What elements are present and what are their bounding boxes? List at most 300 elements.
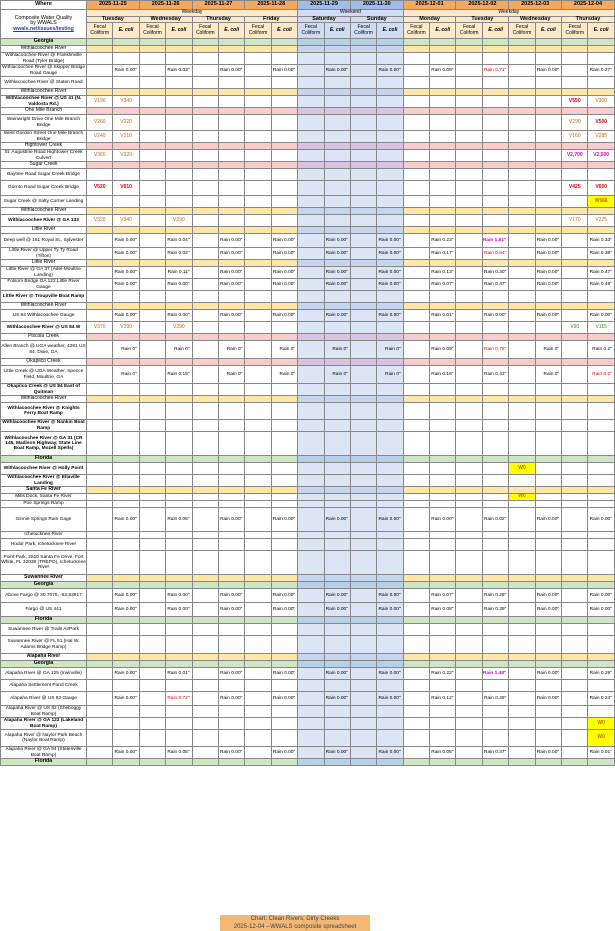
empty-cell: [139, 291, 165, 303]
empty-cell: [350, 169, 376, 181]
empty-cell: [271, 131, 297, 143]
empty-cell: [509, 668, 535, 680]
day-header: Tuesday: [456, 16, 509, 23]
empty-cell: [271, 322, 297, 334]
day-header: Sunday: [350, 16, 403, 23]
empty-cell: [166, 384, 192, 396]
section-fill-cell: [377, 582, 403, 589]
rain-value: Rain 0.12": [430, 692, 456, 706]
empty-cell: [403, 115, 429, 131]
empty-cell: [166, 463, 192, 475]
empty-cell: [588, 463, 614, 475]
section-fill-cell: [324, 227, 350, 234]
empty-cell: [298, 53, 324, 65]
rain-value: Rain 0.39": [482, 603, 508, 617]
empty-cell: [482, 539, 508, 551]
empty-cell: [509, 692, 535, 706]
section-fill-cell: [403, 39, 429, 46]
rain-value: Rain 0.00": [271, 692, 297, 706]
day-header: Tuesday: [87, 16, 140, 23]
ecoli-label: E. coli: [329, 26, 345, 33]
rain-value: Rain 0.00": [218, 310, 244, 322]
rain-value: Rain 0.00": [218, 234, 244, 248]
rain-value: Rain 1.48": [482, 668, 508, 680]
empty-cell: [377, 115, 403, 131]
empty-cell: [562, 747, 588, 759]
empty-cell: [192, 279, 218, 291]
rain-value: Rain 0.84": [482, 248, 508, 260]
ecoli-header: [113, 23, 139, 39]
site-row: [1, 279, 615, 291]
empty-cell: [403, 747, 429, 759]
empty-cell: [192, 475, 218, 487]
river-name: Little River: [1, 227, 87, 234]
section-fill-cell: [588, 487, 614, 494]
river-name: Santa Fe River: [1, 487, 87, 494]
empty-cell: [271, 680, 297, 692]
state-section-row: [1, 582, 615, 589]
empty-cell: [456, 77, 482, 89]
section-fill-cell: [535, 359, 561, 366]
empty-cell: [139, 150, 165, 162]
empty-cell: [562, 420, 588, 432]
section-fill-cell: [456, 582, 482, 589]
empty-cell: [166, 494, 192, 501]
empty-cell: [509, 475, 535, 487]
empty-cell: [535, 169, 561, 181]
empty-cell: [166, 680, 192, 692]
section-fill-cell: [245, 89, 271, 96]
section-fill-cell: [113, 303, 139, 310]
rain-value: Rain 0.00": [535, 692, 561, 706]
empty-cell: [377, 403, 403, 420]
empty-cell: [271, 181, 297, 196]
section-fill-cell: [350, 575, 376, 582]
section-fill-cell: [192, 456, 218, 463]
empty-cell: [245, 668, 271, 680]
section-fill-cell: [139, 661, 165, 668]
river-name: Suwannee River: [1, 575, 87, 582]
empty-cell: [139, 77, 165, 89]
section-fill-cell: [350, 396, 376, 403]
empty-cell: [87, 279, 113, 291]
rain-value: Rain 0.00": [218, 589, 244, 603]
section-fill-cell: [192, 759, 218, 766]
empty-cell: [324, 322, 350, 334]
empty-cell: [218, 403, 244, 420]
section-fill-cell: [192, 617, 218, 624]
rain-value: Rain 0.00": [113, 248, 139, 260]
section-fill-cell: [562, 208, 588, 215]
empty-cell: [324, 463, 350, 475]
empty-cell: [139, 680, 165, 692]
empty-cell: [482, 215, 508, 227]
testing-link[interactable]: wwals.net/issues/testing: [13, 25, 74, 32]
empty-cell: [166, 53, 192, 65]
empty-cell: [403, 706, 429, 718]
section-fill-cell: [456, 759, 482, 766]
empty-cell: [113, 403, 139, 420]
section-fill-cell: [350, 654, 376, 661]
bacteria-value: V425: [562, 181, 588, 196]
section-fill-cell: [324, 359, 350, 366]
rain-value: Rain 0.00": [430, 508, 456, 532]
section-fill-cell: [588, 303, 614, 310]
empty-cell: [588, 501, 614, 508]
empty-cell: [218, 718, 244, 730]
empty-cell: [271, 463, 297, 475]
rain-value: Rain 0": [324, 341, 350, 359]
empty-cell: [456, 747, 482, 759]
empty-cell: [482, 501, 508, 508]
rain-value: Rain 0.00": [535, 747, 561, 759]
empty-cell: [192, 115, 218, 131]
rain-value: Rain 0.08": [430, 603, 456, 617]
site-name: US 84 Withlacoochee Gauge: [1, 310, 87, 322]
empty-cell: [245, 403, 271, 420]
empty-cell: [403, 169, 429, 181]
section-fill-cell: [245, 617, 271, 624]
section-fill-cell: [403, 208, 429, 215]
river-section-row: [1, 654, 615, 661]
section-fill-cell: [298, 39, 324, 46]
empty-cell: [324, 96, 350, 108]
empty-cell: [350, 692, 376, 706]
empty-cell: [324, 539, 350, 551]
section-fill-cell: [377, 39, 403, 46]
section-fill-cell: [377, 143, 403, 150]
empty-cell: [350, 384, 376, 396]
rain-value: Rain 0.00": [535, 589, 561, 603]
rain-value: Rain 0.03": [166, 65, 192, 77]
empty-cell: [535, 420, 561, 432]
chart-caption: [220, 915, 370, 931]
rain-value: Rain 0.00": [535, 234, 561, 248]
rain-value: Rain 0.00": [324, 668, 350, 680]
rain-value: Rain 0.00": [482, 310, 508, 322]
section-fill-cell: [87, 303, 113, 310]
section-fill-cell: [113, 759, 139, 766]
river-section-row: [1, 260, 615, 267]
site-name: West Gordon Street One Mile Branch Bridge: [1, 131, 87, 143]
empty-cell: [87, 65, 113, 77]
section-fill-cell: [377, 661, 403, 668]
section-fill-cell: [350, 487, 376, 494]
empty-cell: [298, 403, 324, 420]
empty-cell: [245, 747, 271, 759]
empty-cell: [192, 131, 218, 143]
empty-cell: [377, 77, 403, 89]
section-fill-cell: [218, 759, 244, 766]
empty-cell: [139, 131, 165, 143]
empty-cell: [192, 589, 218, 603]
section-fill-cell: [324, 108, 350, 115]
empty-cell: [377, 432, 403, 456]
section-fill-cell: [430, 575, 456, 582]
site-row: [1, 310, 615, 322]
section-fill-cell: [271, 487, 297, 494]
rain-value: Rain 0.09": [430, 341, 456, 359]
empty-cell: [139, 501, 165, 508]
bacteria-value: V190: [87, 96, 113, 108]
bacteria-value: V2,700: [562, 150, 588, 162]
empty-cell: [377, 291, 403, 303]
section-fill-cell: [139, 396, 165, 403]
empty-cell: [482, 532, 508, 539]
empty-cell: [139, 267, 165, 279]
rain-value: Rain 0": [535, 341, 561, 359]
empty-cell: [324, 196, 350, 208]
section-fill-cell: [456, 162, 482, 169]
empty-cell: [430, 53, 456, 65]
section-fill-cell: [535, 759, 561, 766]
rain-value: Rain 0.00": [113, 65, 139, 77]
empty-cell: [403, 322, 429, 334]
section-fill-cell: [192, 303, 218, 310]
empty-cell: [562, 730, 588, 747]
empty-cell: [192, 463, 218, 475]
site-name: Point Park, 2810 Santa Fe Drive, Fort White, FL 32038 (TREPO), Ichetucknee River: [1, 551, 87, 575]
empty-cell: [350, 589, 376, 603]
empty-cell: [245, 603, 271, 617]
section-fill-cell: [535, 334, 561, 341]
empty-cell: [298, 169, 324, 181]
section-fill-cell: [298, 162, 324, 169]
rain-value: Rain 0.29": [588, 668, 614, 680]
empty-cell: [509, 65, 535, 77]
day-header: Thursday: [192, 16, 245, 23]
site-row: [1, 291, 615, 303]
empty-cell: [350, 706, 376, 718]
site-row: [1, 215, 615, 227]
empty-cell: [430, 420, 456, 432]
empty-cell: [350, 53, 376, 65]
section-fill-cell: [350, 89, 376, 96]
rain-value: Rain 0.07": [430, 279, 456, 291]
section-fill-cell: [377, 456, 403, 463]
section-fill-cell: [350, 39, 376, 46]
section-fill-cell: [430, 396, 456, 403]
empty-cell: [509, 420, 535, 432]
site-row: [1, 680, 615, 692]
empty-cell: [430, 718, 456, 730]
section-fill-cell: [245, 46, 271, 53]
section-fill-cell: [218, 617, 244, 624]
empty-cell: [271, 196, 297, 208]
section-fill-cell: [218, 396, 244, 403]
empty-cell: [482, 706, 508, 718]
rain-value: Rain 0.00": [271, 267, 297, 279]
empty-cell: [509, 680, 535, 692]
empty-cell: [271, 636, 297, 654]
river-name: Withlacoochee River: [1, 303, 87, 310]
empty-cell: [139, 432, 165, 456]
empty-cell: [350, 234, 376, 248]
empty-cell: [324, 131, 350, 143]
empty-cell: [535, 501, 561, 508]
rain-value: Rain 0.00": [324, 589, 350, 603]
empty-cell: [482, 169, 508, 181]
empty-cell: [192, 718, 218, 730]
section-fill-cell: [430, 208, 456, 215]
bacteria-value: V2,500: [588, 150, 614, 162]
empty-cell: [562, 539, 588, 551]
creek-name: Sugar Creek: [1, 162, 87, 169]
section-fill-cell: [87, 334, 113, 341]
section-fill-cell: [350, 303, 376, 310]
section-fill-cell: [377, 260, 403, 267]
river-name: Alapaha River: [1, 654, 87, 661]
empty-cell: [87, 196, 113, 208]
site-row: [1, 668, 615, 680]
empty-cell: [218, 169, 244, 181]
empty-cell: [535, 322, 561, 334]
empty-cell: [403, 384, 429, 396]
empty-cell: [535, 196, 561, 208]
bacteria-value: V290: [113, 322, 139, 334]
section-fill-cell: [113, 654, 139, 661]
empty-cell: [218, 532, 244, 539]
empty-cell: [588, 169, 614, 181]
empty-cell: [403, 131, 429, 143]
section-fill-cell: [113, 582, 139, 589]
section-fill-cell: [271, 456, 297, 463]
empty-cell: [456, 475, 482, 487]
site-row: [1, 463, 615, 475]
empty-cell: [377, 169, 403, 181]
section-fill-cell: [456, 89, 482, 96]
section-fill-cell: [588, 359, 614, 366]
section-fill-cell: [377, 359, 403, 366]
empty-cell: [298, 420, 324, 432]
empty-cell: [139, 366, 165, 384]
empty-cell: [324, 432, 350, 456]
empty-cell: [535, 215, 561, 227]
empty-cell: [509, 432, 535, 456]
rain-value: Rain 0.00": [377, 234, 403, 248]
empty-cell: [87, 310, 113, 322]
empty-cell: [298, 494, 324, 501]
site-name: Little Creek @ UGA Weather, Spence Field, Moultrie, GA: [1, 366, 87, 384]
rain-value: Rain 0.00": [113, 508, 139, 532]
section-fill-cell: [87, 582, 113, 589]
ecoli-label: E. coli: [593, 26, 609, 33]
empty-cell: [482, 624, 508, 636]
site-row: [1, 181, 615, 196]
section-fill-cell: [324, 334, 350, 341]
empty-cell: [139, 668, 165, 680]
empty-cell: [588, 77, 614, 89]
rain-value: Rain 0.00": [218, 267, 244, 279]
empty-cell: [245, 730, 271, 747]
ecoli-label: E. coli: [171, 26, 187, 33]
section-fill-cell: [192, 108, 218, 115]
section-fill-cell: [588, 39, 614, 46]
creek-name: Hightower Creek: [1, 143, 87, 150]
empty-cell: [509, 96, 535, 108]
bacteria-value: W566: [588, 196, 614, 208]
empty-cell: [192, 508, 218, 532]
empty-cell: [298, 234, 324, 248]
empty-cell: [588, 680, 614, 692]
section-fill-cell: [218, 359, 244, 366]
rain-value: Rain 0.00": [113, 267, 139, 279]
empty-cell: [245, 706, 271, 718]
empty-cell: [562, 494, 588, 501]
section-fill-cell: [350, 162, 376, 169]
empty-cell: [324, 181, 350, 196]
section-fill-cell: [562, 456, 588, 463]
section-fill-cell: [298, 108, 324, 115]
empty-cell: [245, 322, 271, 334]
site-row: [1, 692, 615, 706]
section-fill-cell: [271, 303, 297, 310]
empty-cell: [430, 96, 456, 108]
empty-cell: [87, 291, 113, 303]
section-fill-cell: [139, 162, 165, 169]
site-row: [1, 169, 615, 181]
empty-cell: [139, 384, 165, 396]
section-fill-cell: [562, 162, 588, 169]
state-section-row: [1, 456, 615, 463]
rain-value: Rain 0.06": [166, 508, 192, 532]
creek-name: One Mile Branch: [1, 108, 87, 115]
section-fill-cell: [87, 260, 113, 267]
empty-cell: [245, 463, 271, 475]
section-fill-cell: [113, 334, 139, 341]
empty-cell: [139, 636, 165, 654]
section-fill-cell: [245, 334, 271, 341]
section-fill-cell: [562, 227, 588, 234]
empty-cell: [562, 403, 588, 420]
bacteria-value: V225: [588, 215, 614, 227]
empty-cell: [456, 341, 482, 359]
empty-cell: [166, 131, 192, 143]
empty-cell: [350, 131, 376, 143]
empty-cell: [298, 384, 324, 396]
section-fill-cell: [456, 359, 482, 366]
section-fill-cell: [113, 456, 139, 463]
empty-cell: [482, 131, 508, 143]
empty-cell: [271, 420, 297, 432]
empty-cell: [324, 718, 350, 730]
empty-cell: [403, 53, 429, 65]
state-section-row: [1, 759, 615, 766]
rain-value: Rain 0.00": [271, 589, 297, 603]
day-header: Wednesday: [139, 16, 192, 23]
empty-cell: [377, 636, 403, 654]
creek-section-row: [1, 359, 615, 366]
rain-value: Rain 0.00": [324, 279, 350, 291]
rain-value: Rain 0": [113, 341, 139, 359]
empty-cell: [87, 366, 113, 384]
empty-cell: [192, 624, 218, 636]
empty-cell: [192, 169, 218, 181]
empty-cell: [509, 603, 535, 617]
empty-cell: [403, 310, 429, 322]
section-fill-cell: [139, 143, 165, 150]
empty-cell: [456, 96, 482, 108]
empty-cell: [245, 234, 271, 248]
empty-cell: [403, 215, 429, 227]
section-fill-cell: [403, 227, 429, 234]
river-section-row: [1, 89, 615, 96]
bacteria-value: V340: [113, 96, 139, 108]
empty-cell: [350, 181, 376, 196]
section-fill-cell: [298, 661, 324, 668]
rain-value: Rain 0.00": [377, 279, 403, 291]
empty-cell: [535, 131, 561, 143]
